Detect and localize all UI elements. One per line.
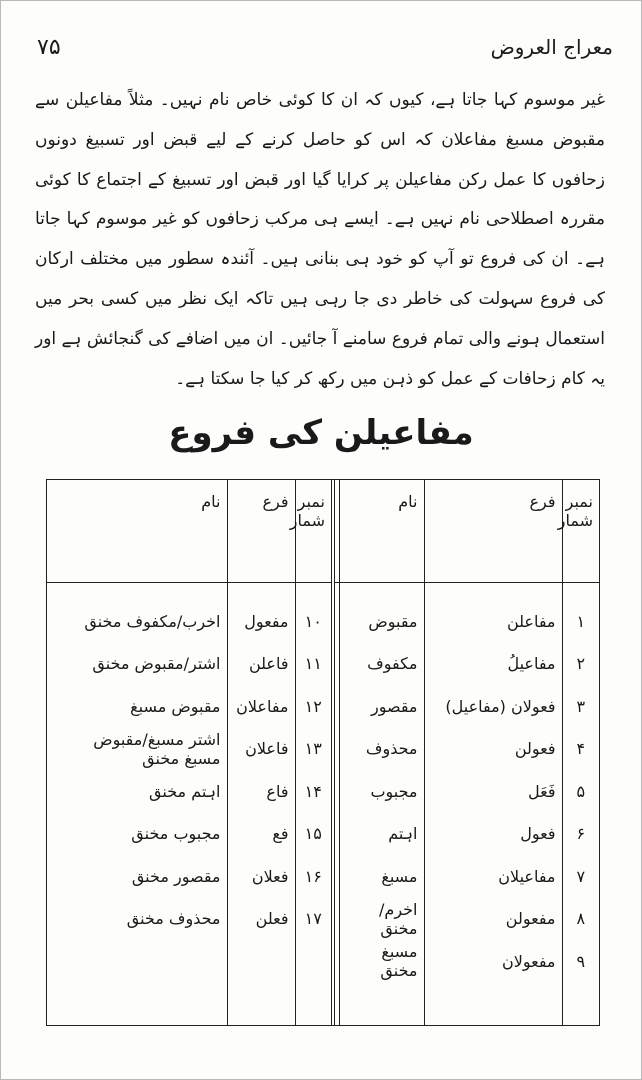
page-number: ۷۵: [37, 35, 61, 60]
serial-cell: ۱۷: [295, 897, 333, 939]
book-title: معراج العروض: [490, 35, 613, 59]
naam-cell: اشتر/مقبوض مخنق: [92, 654, 221, 674]
table-row: [47, 855, 599, 897]
section-title: مفاعیلن کی فروع: [168, 413, 474, 453]
naam-cell: مکفوف: [339, 643, 424, 685]
table-row: [47, 685, 599, 727]
naam-cell: مسبغ: [339, 855, 424, 897]
serial-cell: ۱۶: [295, 855, 333, 897]
far-cell: مفاعیلان: [424, 855, 562, 897]
naam-cell: مقصور مخنق: [131, 866, 221, 886]
column-divider: [333, 480, 339, 583]
far-cell: مفعول: [227, 600, 295, 642]
table-row: [47, 600, 599, 642]
forms-table: [46, 479, 600, 1026]
naam-cell: اہتم مخنق: [149, 781, 221, 801]
table-row: [47, 812, 599, 854]
header-serial: نمبر شمار: [562, 480, 599, 583]
column-divider: [333, 855, 339, 897]
far-cell: فعول: [424, 812, 562, 854]
serial-cell: ۱۴: [295, 770, 333, 812]
table-header-row: [47, 480, 599, 583]
far-cell: فعلن: [227, 897, 295, 939]
body-paragraph: غیر موسوم کہا جاتا ہے، کیوں کہ ان کا کوئی خاص نام نہیں۔ مثلاً مفاعیلن سے مقبوض مسبغ مفاعلان کہ اس کو حاصل کرنے کے لیے قبض اور تسبیغ دونوں زحافوں کا عمل رکن مفاعیلن پر کرایا گیا اور قبض اور تسبیغ کے اجتماع کا کوئی مقررہ اصطلاحی نام نہیں ہے۔ ایسے ہی مرکب زحافوں کو غیر موسوم کہا جاتا ہے۔ ان کی فروع تو آپ کو خود ہی بنانی ہیں۔ آئندہ سطور میں مختلف ارکان کی فروع سہولت کی خاطر دی جا رہی ہیں تاکہ ایک نظر میں کسی بحر میں استعمال ہونے والی تمام فروع سامنے آ جائیں۔ ان میں اضافے کی گنجائش ہے اور یہ کام زحافات کے عمل کو ذہن میں رکھ کر کیا جا سکتا ہے۔: [35, 90, 605, 389]
table-filler-row: [47, 982, 599, 1025]
naam-cell: مجبوب مخنق: [131, 824, 221, 844]
serial-cell: ۸: [562, 897, 599, 939]
column-divider: [333, 812, 339, 854]
far-cell: فاع: [227, 770, 295, 812]
column-divider: [333, 643, 339, 685]
table-row: [47, 897, 599, 939]
serial-cell: ۳: [562, 685, 599, 727]
serial-cell: ۵: [562, 770, 599, 812]
far-cell: فاعلن: [227, 643, 295, 685]
serial-cell: [295, 940, 333, 982]
header-far: فرع: [227, 480, 295, 583]
serial-cell: ۹: [562, 940, 599, 982]
far-cell: فَعَل: [424, 770, 562, 812]
naam-cell: مجبوب: [339, 770, 424, 812]
table-row: [47, 727, 599, 769]
table-spacer-row: [47, 583, 599, 601]
naam-cell: مقصور: [339, 685, 424, 727]
table-row: [47, 643, 599, 685]
far-cell: فع: [227, 812, 295, 854]
header-far: فرع: [424, 480, 562, 583]
far-cell: فعولن: [424, 727, 562, 769]
header-naam: نام: [47, 480, 227, 583]
column-divider: [333, 685, 339, 727]
column-divider: [333, 600, 339, 642]
naam-cell: اہتم: [339, 812, 424, 854]
far-cell: مفاعلان: [227, 685, 295, 727]
serial-cell: ۱۰: [295, 600, 333, 642]
serial-cell: ۲: [562, 643, 599, 685]
header-naam: نام: [339, 480, 424, 583]
serial-cell: ۱۲: [295, 685, 333, 727]
far-cell: مفعولان: [424, 940, 562, 982]
far-cell: فعولان (مفاعیل): [424, 685, 562, 727]
naam-cell: [47, 940, 227, 982]
naam-cell: محذوف: [339, 727, 424, 769]
naam-cell: مسبغ مخنق: [339, 940, 424, 982]
serial-cell: ۱: [562, 600, 599, 642]
naam-cell: مقبوض مسبغ: [130, 696, 221, 716]
far-cell: مفاعلن: [424, 600, 562, 642]
far-cell: فاعلان: [227, 727, 295, 769]
far-cell: [227, 940, 295, 982]
naam-cell: محذوف مخنق: [126, 909, 221, 929]
serial-cell: ۱۳: [295, 727, 333, 769]
naam-cell: اشتر مسبغ/مقبوض مسبغ مخنق: [93, 729, 221, 768]
serial-cell: ۱۵: [295, 812, 333, 854]
running-head: [29, 31, 613, 63]
header-serial: نمبر شمار: [295, 480, 333, 583]
table-body: [47, 583, 599, 1026]
far-cell: مفاعیلُ: [424, 643, 562, 685]
naam-cell: اخرم/مخنق: [339, 897, 424, 939]
table-row: [47, 770, 599, 812]
column-divider: [333, 770, 339, 812]
table-row: [47, 940, 599, 982]
column-divider: [333, 897, 339, 939]
serial-cell: ۴: [562, 727, 599, 769]
serial-cell: ۷: [562, 855, 599, 897]
column-divider: [333, 940, 339, 982]
naam-cell: مقبوض: [339, 600, 424, 642]
column-divider: [333, 727, 339, 769]
naam-cell: اخرب/مکفوف مخنق: [84, 611, 221, 631]
far-cell: مفعولن: [424, 897, 562, 939]
serial-cell: ۱۱: [295, 643, 333, 685]
far-cell: فعلان: [227, 855, 295, 897]
serial-cell: ۶: [562, 812, 599, 854]
